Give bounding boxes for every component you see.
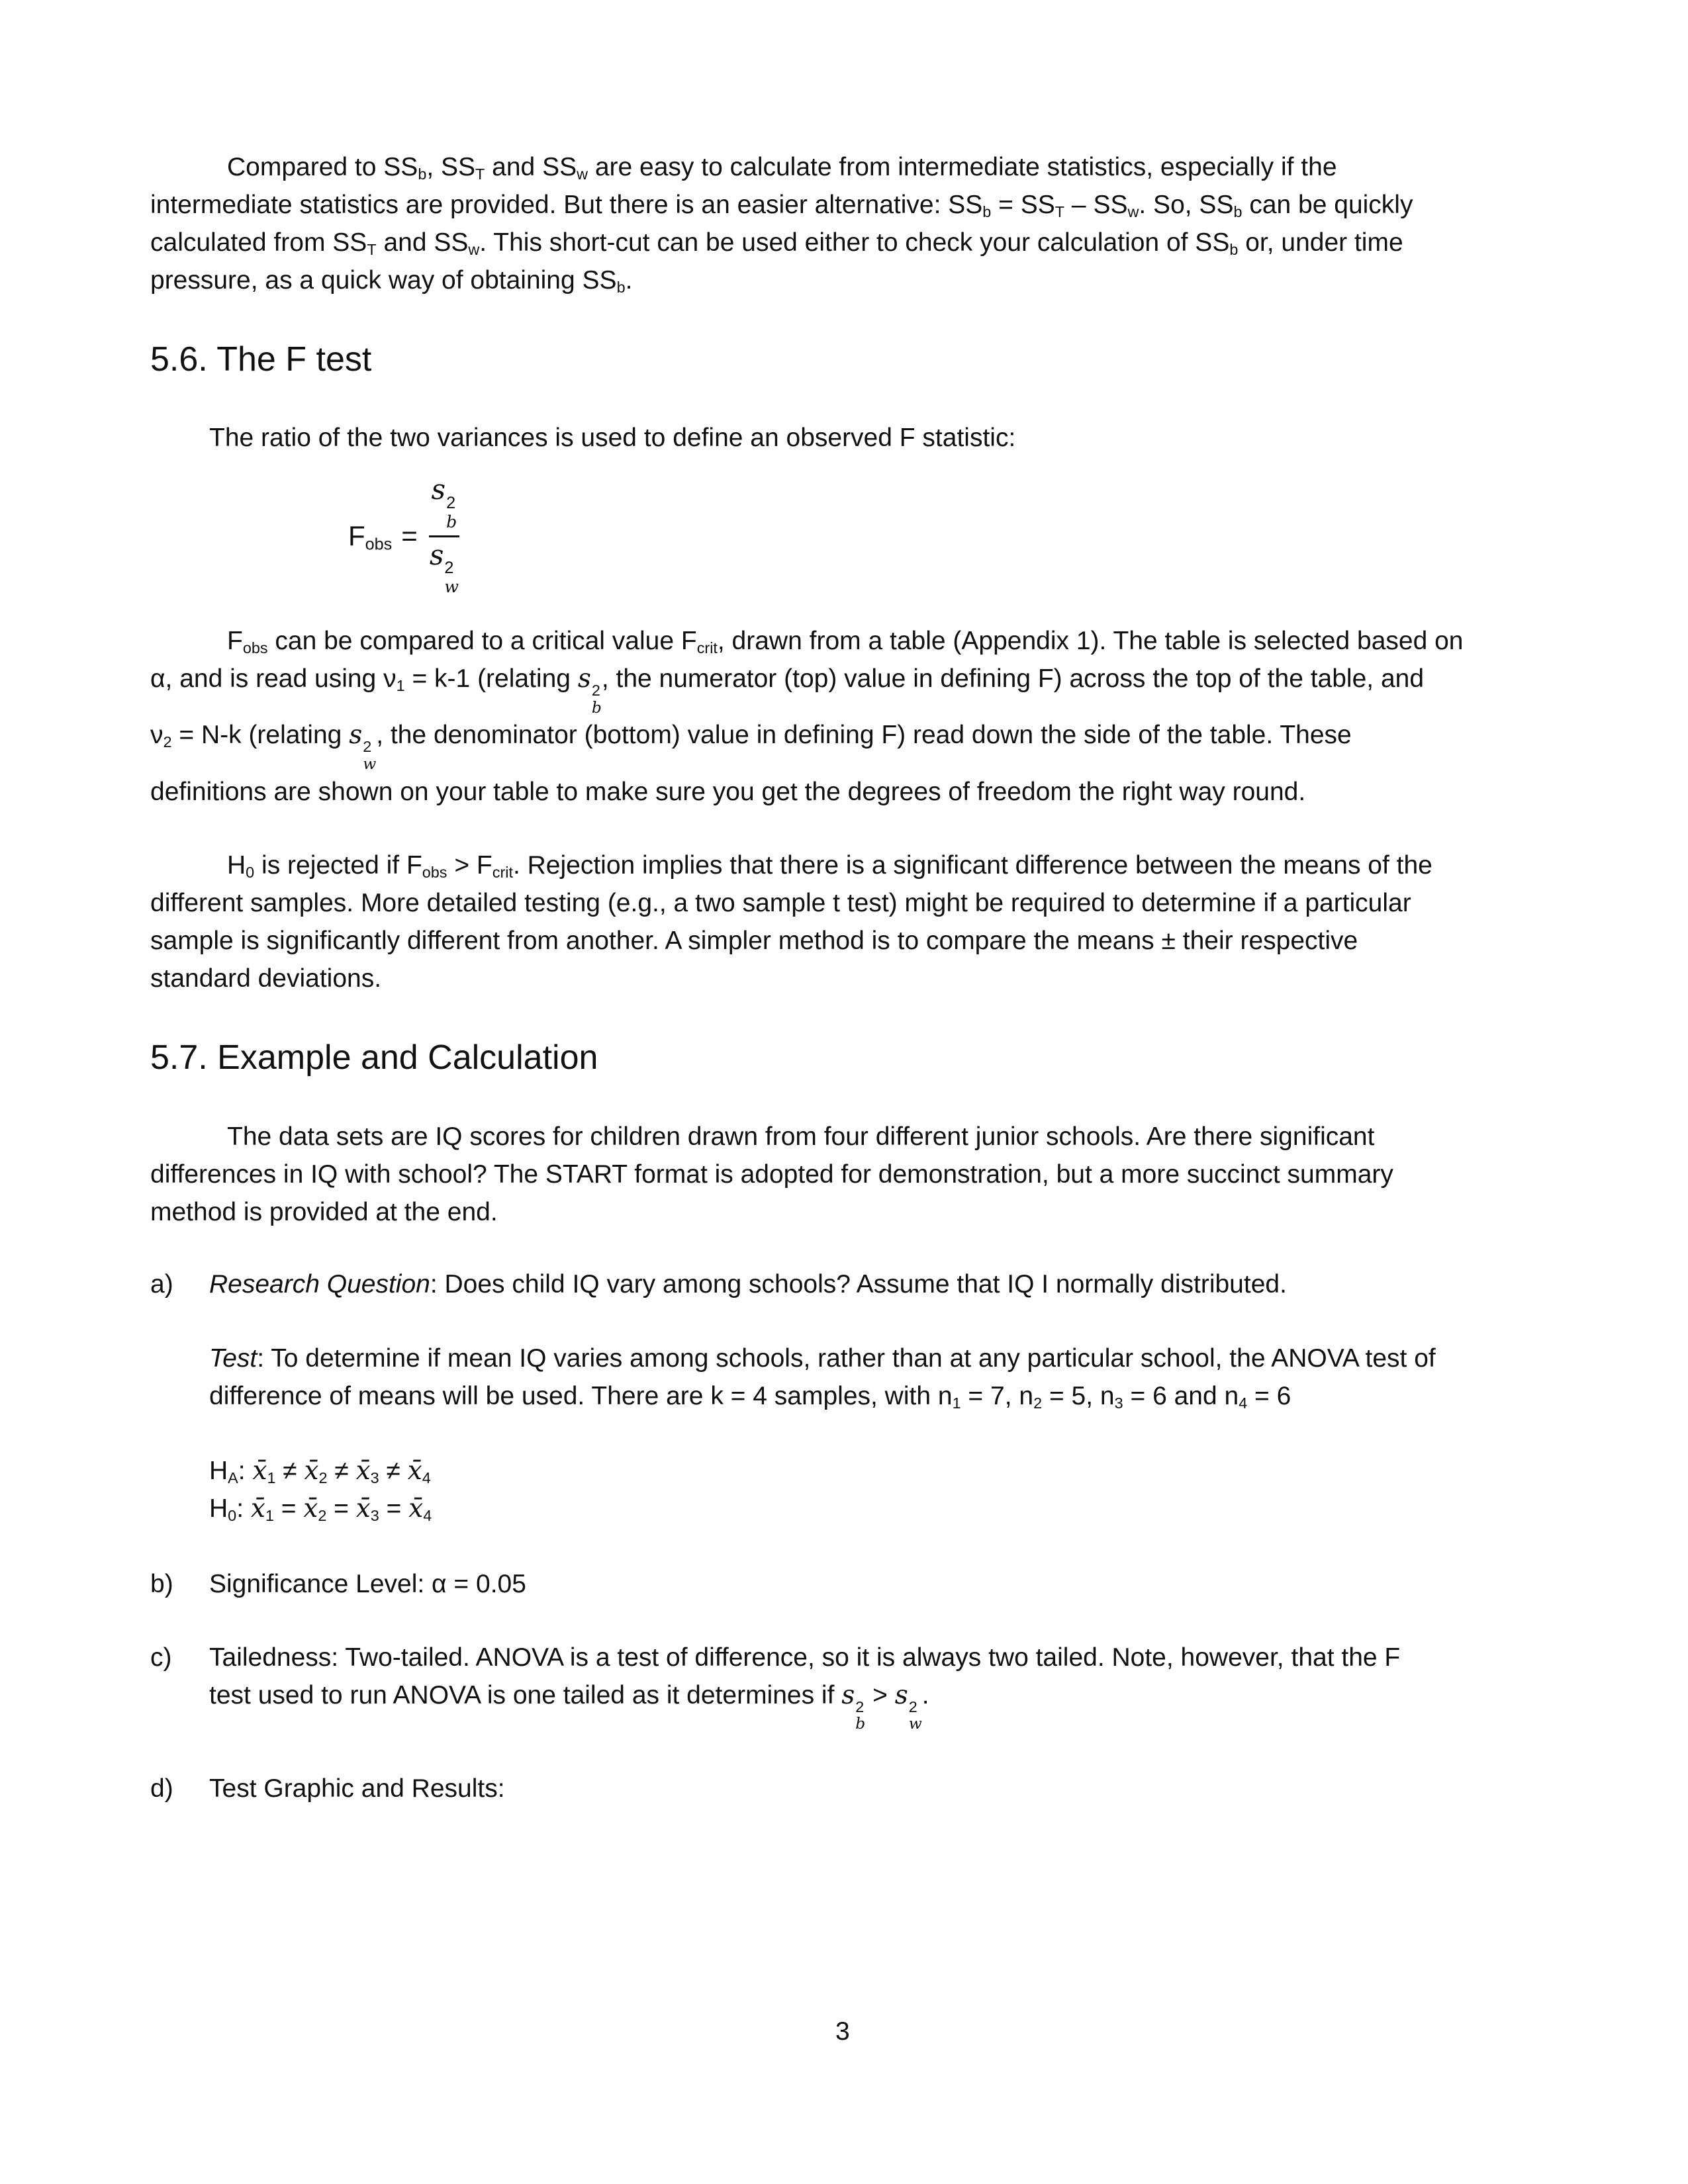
subscript: A	[228, 1469, 238, 1486]
null-hypothesis	[209, 1490, 1556, 1527]
text-run: = 7, n	[961, 1381, 1034, 1410]
text-run: Compared to SS	[227, 153, 418, 181]
text-run: , the numerator (top) value in defining F) across the top of the table, and	[601, 664, 1425, 693]
italic-text: x̄	[250, 1493, 265, 1524]
subscript: crit	[492, 863, 513, 881]
text-run: and SS	[485, 153, 577, 181]
text-run: calculated from SS	[150, 228, 367, 257]
italic-text: x̄	[303, 1493, 318, 1524]
subscript: T	[1055, 203, 1065, 220]
italic-text: x̄	[355, 1455, 371, 1486]
text-run: :	[236, 1494, 251, 1523]
paragraph-rejection	[150, 846, 1556, 997]
subscript: b	[446, 512, 457, 531]
item-c-label: c)	[150, 1643, 172, 1672]
variable: s	[841, 1680, 855, 1710]
text-run: = k-1 (relating	[404, 664, 578, 693]
text-run: can be quickly	[1242, 191, 1413, 219]
text-run: >	[865, 1680, 895, 1709]
text-run: are easy to calculate from intermediate statistics, especially if the	[588, 153, 1337, 181]
text-run: , the denominator (bottom) value in defining F) read down the side of the table. These	[376, 721, 1352, 750]
text-run: different samples. More detailed testing (e.g., a two sample t test) might be required to determine if a particular	[150, 888, 1411, 917]
text-run: can be compared to a critical value F	[267, 627, 697, 655]
text-run: =	[379, 1494, 409, 1523]
subscript: 1	[267, 1469, 276, 1486]
formula-lhs-subscript: obs	[365, 535, 393, 554]
superscript: 2	[908, 1698, 917, 1715]
subscript: 0	[228, 1506, 237, 1524]
text-run: pressure, as a quick way of obtaining SS	[150, 266, 617, 295]
section-heading-f-test: 5.6. The F test	[150, 340, 372, 379]
variable: s	[894, 1680, 908, 1710]
variance-symbol	[841, 1680, 866, 1733]
subscript: 1	[952, 1394, 961, 1412]
text-run: = 6	[1247, 1381, 1291, 1410]
variable: s	[431, 473, 446, 506]
text-run: . So, SS	[1139, 191, 1234, 219]
italic-text: x̄	[355, 1493, 371, 1524]
text-run: , drawn from a table (Appendix 1). The table is selected based on	[717, 627, 1464, 655]
subscript: b	[1233, 203, 1243, 220]
text-run: :	[238, 1456, 253, 1485]
text-run: : Does child IQ vary among schools? Assume that IQ I normally distributed.	[430, 1269, 1287, 1298]
text-run: .	[625, 266, 633, 295]
text-run: > F	[447, 850, 492, 880]
text-run: H	[227, 850, 246, 880]
subscript: 4	[1239, 1394, 1248, 1412]
subscript: 1	[265, 1506, 274, 1524]
sup-sub-stack	[446, 494, 457, 531]
text-run: = SS	[991, 191, 1055, 219]
text-run: intermediate statistics are provided. But there is an easier alternative: SS	[150, 191, 983, 219]
item-b-label: b)	[150, 1569, 173, 1598]
variable: s	[349, 720, 363, 751]
text-run: differences in IQ with school? The START format is adopted for demonstration, but a more succinct summary	[150, 1160, 1393, 1189]
sup-sub-stack	[855, 1699, 865, 1733]
subscript: T	[475, 165, 485, 183]
paragraph-example-intro	[150, 1118, 1556, 1231]
text-run: test used to run ANOVA is one tailed as it determines if	[209, 1680, 842, 1709]
text-run: . Rejection implies that there is a significant difference between the means of the	[512, 850, 1432, 880]
list-item-c	[150, 1639, 1556, 1733]
text-run: Tailedness: Two-tailed. ANOVA is a test of difference, so it is always two tailed. Note, however, that the F	[209, 1643, 1401, 1672]
subscript: 2	[163, 733, 172, 751]
text-run: = 6 and n	[1123, 1381, 1239, 1410]
text-run: sample is significantly different from another. A simpler method is to compare the means ± their respective	[150, 926, 1358, 955]
section-heading-example: 5.7. Example and Calculation	[150, 1038, 598, 1077]
text-run: . This short-cut can be used either to check your calculation of SS	[479, 228, 1230, 257]
subscript: b	[982, 203, 992, 220]
text-run: .	[921, 1680, 929, 1709]
subscript: 3	[1114, 1394, 1123, 1412]
formula-denominator	[427, 537, 461, 596]
subscript: 3	[370, 1506, 379, 1524]
variable: s	[429, 538, 444, 571]
text-run: method is provided at the end.	[150, 1197, 498, 1226]
text-run: The data sets are IQ scores for children drawn from four different junior schools. Are there significant	[227, 1122, 1375, 1151]
variance-symbol	[349, 720, 377, 773]
item-d-label: d)	[150, 1774, 173, 1803]
text-run: ≠	[379, 1456, 408, 1485]
subscript: w	[468, 240, 480, 258]
text-run: difference of means will be used. There are k = 4 samples, with n	[209, 1381, 953, 1410]
text-run: = 5, n	[1042, 1381, 1115, 1410]
subscript: 2	[318, 1506, 327, 1524]
text-run: F	[227, 627, 243, 655]
paragraph-ratio: The ratio of the two variances is used to define an observed F statistic:	[209, 424, 1016, 452]
subscript: 2	[1033, 1394, 1043, 1412]
subscript: 2	[318, 1469, 328, 1486]
text-run: standard deviations.	[150, 964, 382, 993]
italic-text: Test	[209, 1343, 258, 1373]
formula-lhs	[348, 520, 392, 552]
subscript: b	[855, 1714, 866, 1733]
text-run: definitions are shown on your table to make sure you get the degrees of freedom the right way round.	[150, 777, 1306, 806]
research-question	[209, 1265, 1556, 1303]
variance-symbol	[577, 664, 602, 717]
text-run: – SS	[1064, 191, 1128, 219]
text-run: or, under time	[1238, 228, 1403, 257]
tailedness	[209, 1639, 1556, 1733]
sup-sub-stack	[363, 739, 376, 772]
subscript: w	[363, 754, 377, 773]
subscript: obs	[422, 863, 447, 881]
list-item-d	[150, 1770, 1556, 1807]
subscript: 4	[423, 1506, 432, 1524]
text-run: H	[209, 1494, 228, 1523]
superscript: 2	[855, 1698, 865, 1715]
text-run: H	[209, 1456, 228, 1485]
superscript: 2	[446, 494, 456, 513]
text-run: : To determine if mean IQ varies among schools, rather than at any particular school, the ANOVA test of	[257, 1343, 1436, 1373]
subscript: obs	[242, 639, 268, 657]
text-run: ≠	[327, 1456, 356, 1485]
list-item-a	[150, 1265, 1556, 1527]
subscript: 3	[370, 1469, 379, 1486]
subscript: 0	[246, 863, 255, 881]
text-run: , SS	[426, 153, 476, 181]
formula-f: F	[348, 520, 365, 551]
variance-symbol	[894, 1680, 922, 1733]
text-run: ≠	[275, 1456, 305, 1485]
text-run: is rejected if F	[254, 850, 422, 880]
text-run: =	[273, 1494, 304, 1523]
item-a-content	[209, 1265, 1556, 1527]
subscript: b	[591, 698, 602, 717]
subscript: w	[444, 577, 459, 597]
f-obs-formula	[150, 473, 1556, 597]
text-run: = N-k (relating	[171, 721, 350, 750]
paragraph-f-crit	[150, 622, 1556, 811]
sup-sub-stack	[444, 559, 459, 596]
formula-fraction	[427, 473, 461, 597]
significance-level: Significance Level: α = 0.05	[209, 1569, 526, 1598]
italic-text: x̄	[304, 1455, 319, 1486]
subscript: w	[908, 1714, 922, 1733]
text-run: α, and is read using ν	[150, 664, 397, 693]
test-description	[209, 1340, 1556, 1415]
text-run: =	[326, 1494, 356, 1523]
superscript: 2	[363, 738, 372, 756]
subscript: crit	[696, 639, 718, 657]
subscript: T	[367, 240, 377, 258]
subscript: 1	[396, 676, 405, 694]
page-number: 3	[835, 2017, 850, 2046]
sup-sub-stack	[592, 682, 602, 716]
item-a-label: a)	[150, 1269, 173, 1298]
subscript: b	[418, 165, 427, 183]
italic-text: Research Question	[209, 1269, 430, 1298]
formula-numerator	[429, 473, 460, 537]
superscript: 2	[444, 559, 454, 578]
text-run: ν	[150, 721, 164, 750]
subscript: b	[616, 278, 626, 296]
paragraph-ss-shortcut	[150, 148, 1556, 299]
italic-text: x̄	[252, 1455, 267, 1486]
superscript: 2	[591, 681, 600, 699]
alternative-hypothesis	[209, 1452, 1556, 1490]
subscript: 4	[422, 1469, 431, 1486]
subscript: w	[1127, 203, 1139, 220]
text-run: and SS	[376, 228, 469, 257]
variable: s	[577, 664, 591, 694]
subscript: b	[1229, 240, 1239, 258]
formula-equals: =	[401, 520, 418, 551]
subscript: w	[577, 165, 588, 183]
italic-text: x̄	[408, 1493, 424, 1524]
sup-sub-stack	[909, 1699, 922, 1733]
list-item-b	[150, 1565, 1556, 1603]
test-graphic-results: Test Graphic and Results:	[209, 1774, 505, 1803]
italic-text: x̄	[407, 1455, 422, 1486]
